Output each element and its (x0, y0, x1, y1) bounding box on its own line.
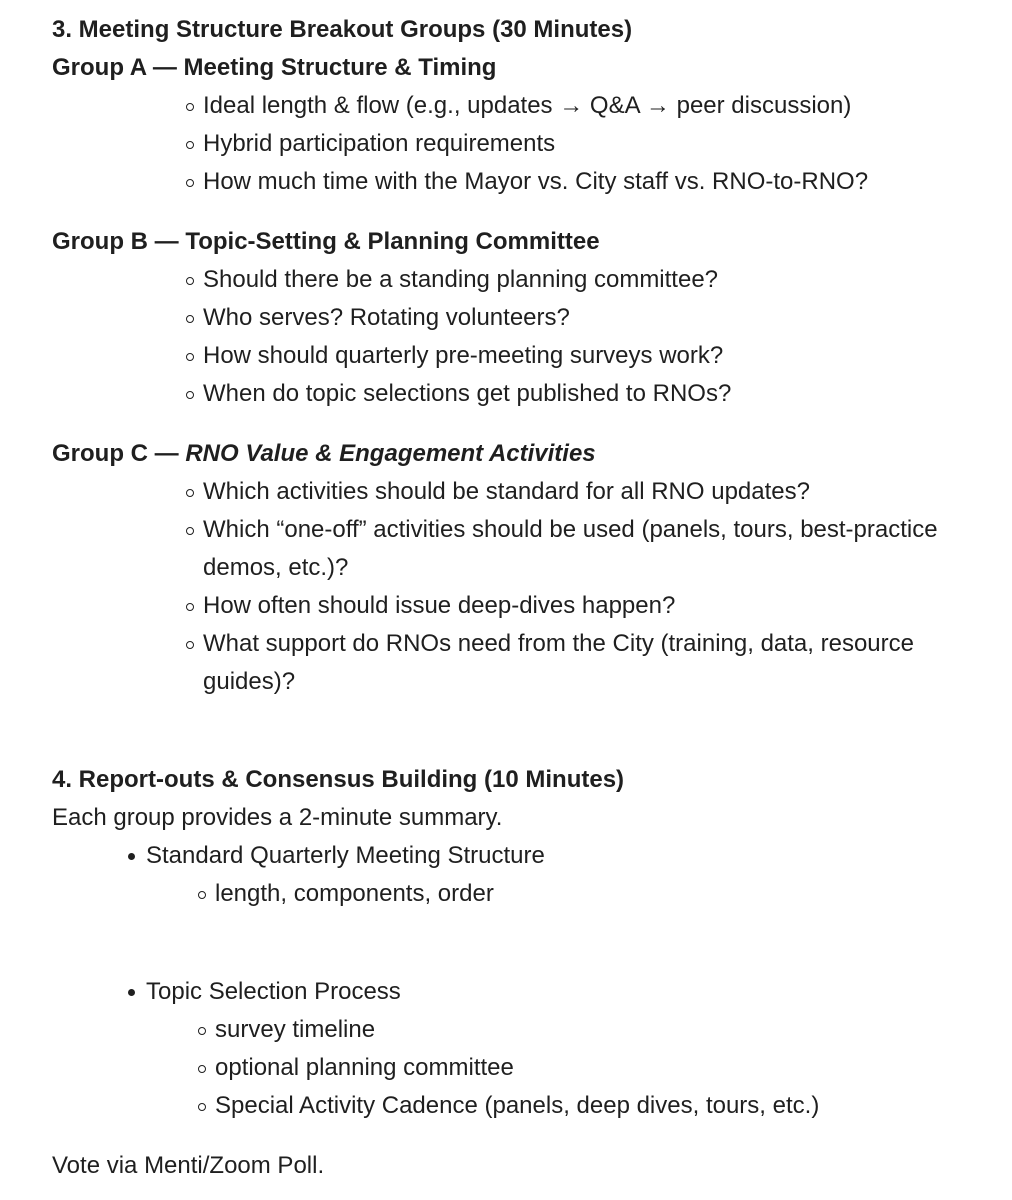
list-item: How should quarterly pre-meeting surveys work? (203, 337, 1002, 375)
spacer (52, 201, 1002, 223)
list-item: What support do RNOs need from the City (training, data, resource guides)? (203, 625, 1002, 701)
list-item: Who serves? Rotating volunteers? (203, 299, 1002, 337)
group-b-prefix: Group B — (52, 228, 186, 255)
report-out-label: Topic Selection Process (146, 978, 401, 1005)
list-item: How often should issue deep-dives happen? (203, 587, 1002, 625)
list-item: Which “one-off” activities should be used (panels, tours, best-practice demos, etc.)? (203, 511, 1002, 587)
closing-note: Vote via Menti/Zoom Poll. (52, 1152, 325, 1179)
group-a-prefix: Group A — (52, 54, 184, 81)
group-b-list (52, 261, 1002, 413)
group-b-heading (52, 223, 1002, 261)
group-a-list (52, 87, 1002, 201)
list-item: Hybrid participation requirements (203, 125, 1002, 163)
report-out-item (146, 973, 1002, 1125)
spacer (52, 701, 1002, 761)
report-out-sublist (146, 875, 1002, 913)
report-out-label: Standard Quarterly Meeting Structure (146, 842, 545, 869)
group-c-prefix: Group C — (52, 440, 186, 467)
group-c-heading (52, 435, 1002, 473)
group-a-heading (52, 49, 1002, 87)
group-c-list (52, 473, 1002, 701)
document-body (52, 11, 1002, 1185)
report-out-list (52, 837, 1002, 1125)
spacer (146, 913, 1002, 973)
list-item: optional planning committee (215, 1049, 1002, 1087)
report-out-sublist (146, 1011, 1002, 1125)
group-a-title: Meeting Structure & Timing (183, 54, 497, 81)
group-c-title: RNO Value & Engagement Activities (185, 440, 596, 467)
section-3-heading: 3. Meeting Structure Breakout Groups (30 Minutes) (52, 16, 633, 43)
report-out-item (146, 837, 1002, 973)
group-b-title: Topic-Setting & Planning Committee (185, 228, 600, 255)
list-item: length, components, order (215, 875, 1002, 913)
list-item: When do topic selections get published to RNOs? (203, 375, 1002, 413)
list-item: survey timeline (215, 1011, 1002, 1049)
list-item: How much time with the Mayor vs. City staff vs. RNO-to-RNO? (203, 163, 1002, 201)
list-item: Which activities should be standard for all RNO updates? (203, 473, 1002, 511)
spacer (52, 1125, 1002, 1147)
list-item: Special Activity Cadence (panels, deep dives, tours, etc.) (215, 1087, 1002, 1125)
list-item: Ideal length & flow (e.g., updates → Q&A → peer discussion) (203, 87, 1002, 125)
spacer (52, 413, 1002, 435)
section-4-intro: Each group provides a 2-minute summary. (52, 804, 503, 831)
list-item: Should there be a standing planning committee? (203, 261, 1002, 299)
section-4-heading: 4. Report-outs & Consensus Building (10 Minutes) (52, 766, 625, 793)
